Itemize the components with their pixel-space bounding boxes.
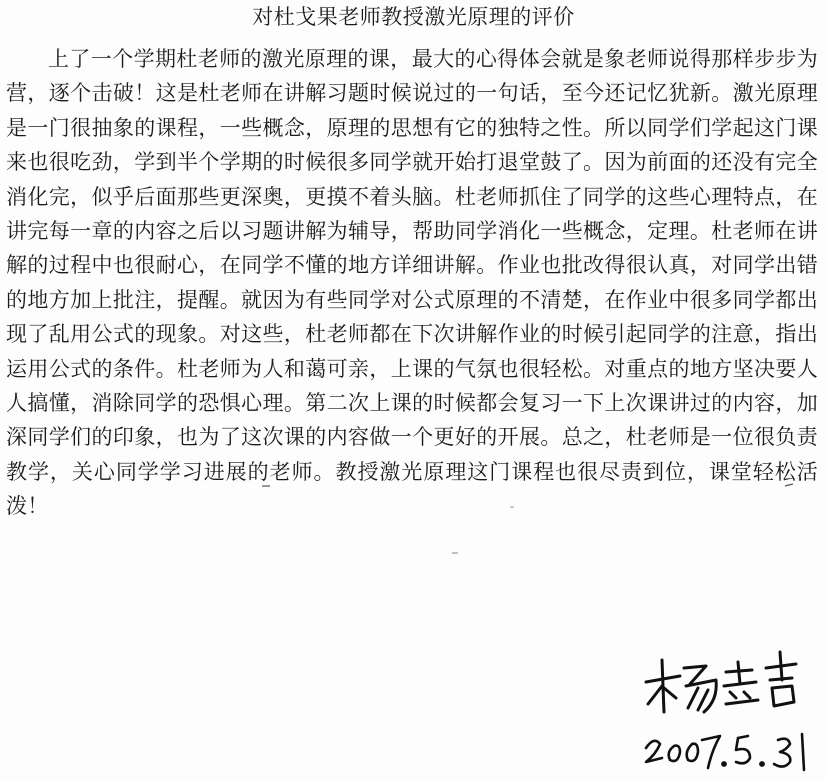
handwritten-signature <box>640 640 820 775</box>
document-title: 对杜戈果老师教授激光原理的评价 <box>252 5 575 29</box>
document-body: 上了一个学期杜老师的激光原理的课，最大的心得体会就是象老师说得那样步步为营，逐个击破！这是杜老师在讲解习题时候说过的一句话，至今还记忆犹新。激光原理是一门很抽象的课程，一些概念，原理的思想有它的独特之性。所以同学们学起这门课来也很吃劲，学到半个学期的时候很多同学就开始打退堂鼓了。因为前面的还没有完全消化完，似乎后面那些更深奥，更摸不着头脑。杜老师抓住了同学的这些心理特点，在讲完每一章的内容之后以习题讲解为辅导，帮助同学消化一些概念，定理。杜老师在讲解的过程中也很耐心，在同学不懂的地方详细讲解。作业也批改得很认真，对同学出错的地方加上批注，提醒。就因为有些同学对公式原理的不清楚，在作业中很多同学都出现了乱用公式的现象。对这些，杜老师都在下次讲解作业的时候引起同学的注意，指出运用公式的条件。杜老师为人和蔼可亲，上课的气氛也很轻松。对重点的地方坚决要人人搞懂，消除同学的恐惧心理。第二次上课的时候都会复习一下上次课讲过的内容，加深同学们的印象，也为了这次课的内容做一个更好的开展。总之，杜老师是一位很负责教学，关心同学学习进展的老师。教授激光原理这门课程也很尽责到位，课堂轻松活泼！ <box>6 47 818 519</box>
